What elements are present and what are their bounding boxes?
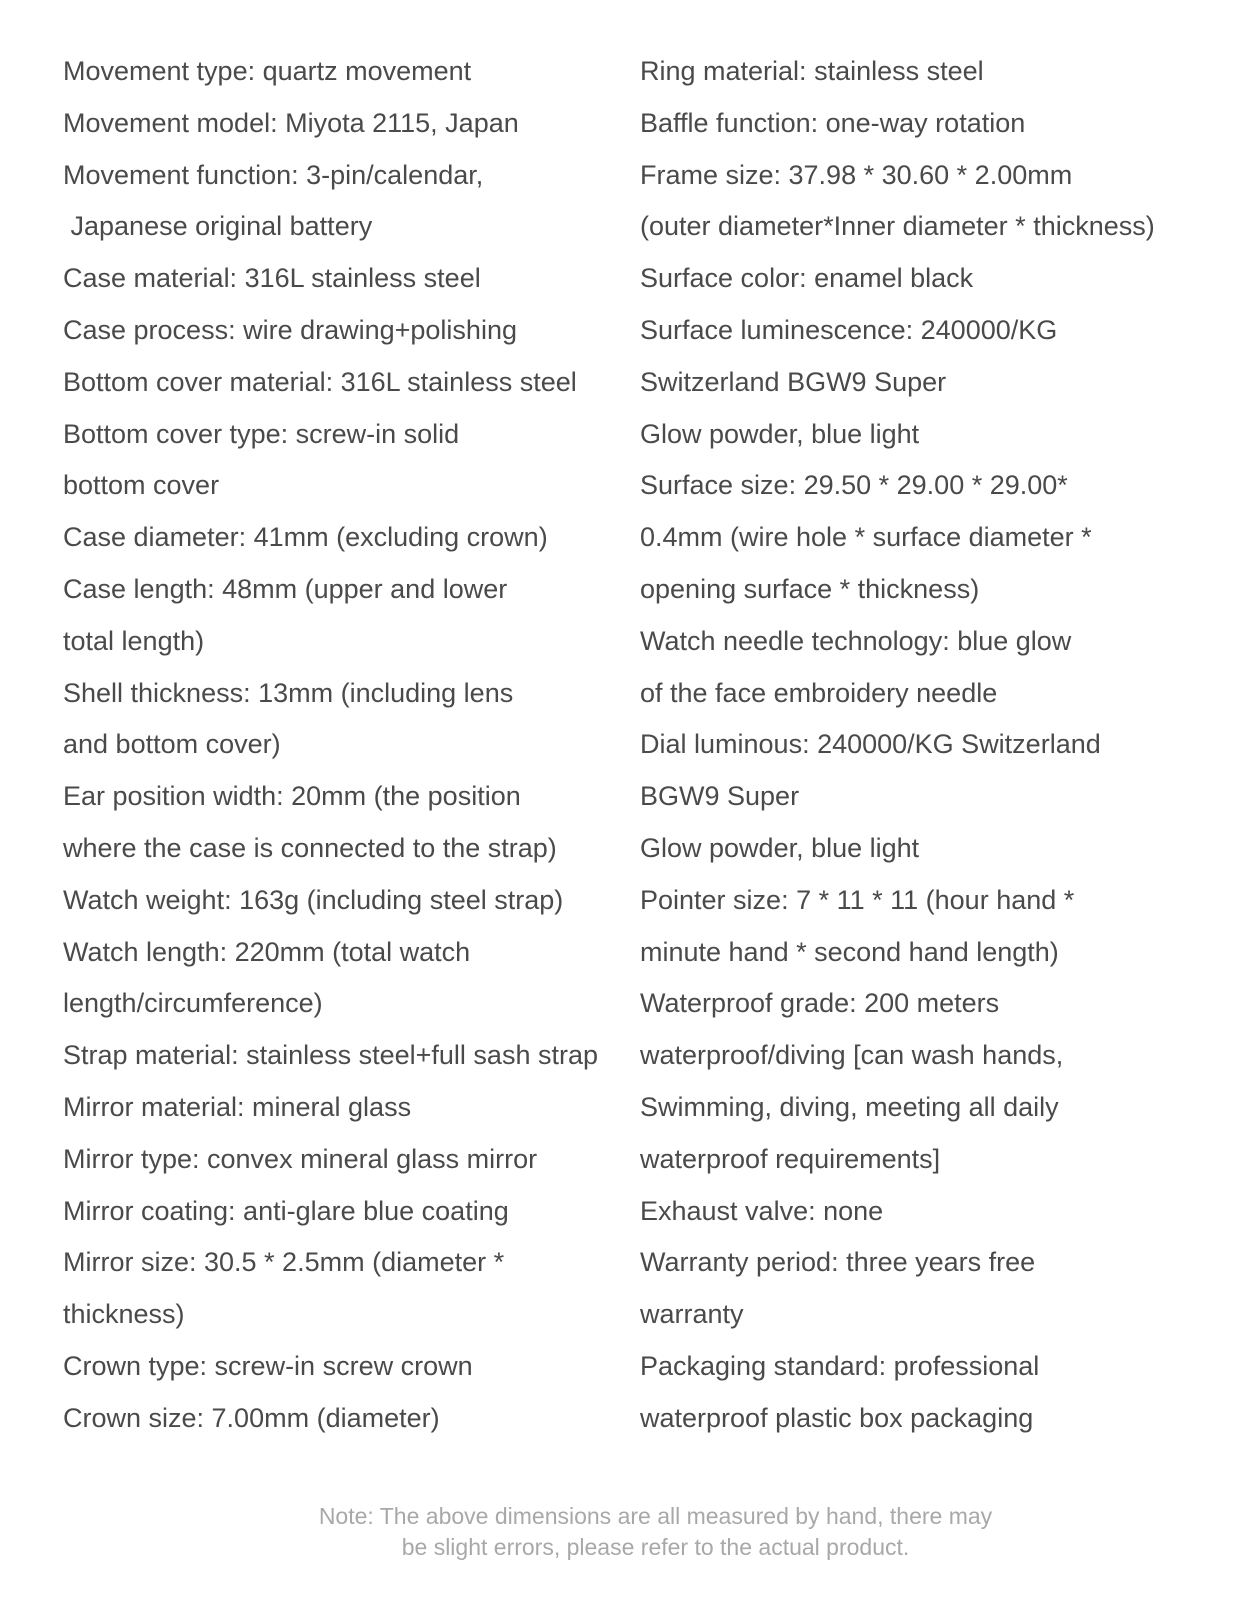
spec-line: Switzerland BGW9 Super [640,366,947,397]
spec-line: Warranty period: three years free [640,1247,1036,1278]
spec-column-left [63,46,640,1445]
spec-line: warranty [640,1299,744,1330]
spec-line: Surface color: enamel black [640,263,974,294]
spec-line: Note: The above dimensions are all measured by hand, there may [318,1503,993,1529]
spec-line: Movement function: 3-pin/calendar, [63,159,484,190]
spec-line: Glow powder, blue light [640,418,920,449]
spec-line: Surface size: 29.50 * 29.00 * 29.00* [640,470,1068,501]
spec-line: Packaging standard: professional [640,1350,1040,1381]
spec-line: Exhaust valve: none [640,1195,884,1226]
spec-line: Bottom cover material: 316L stainless steel [63,366,577,397]
measurement-note [63,1501,1248,1563]
spec-line: Japanese original battery [63,211,373,242]
spec-line: Watch needle technology: blue glow [640,625,1072,656]
spec-line: where the case is connected to the strap) [63,832,557,863]
spec-line: Ring material: stainless steel [640,56,984,86]
spec-line: Case diameter: 41mm (excluding crown) [63,522,548,553]
spec-line: be slight errors, please refer to the actual product. [401,1534,910,1560]
spec-line: Mirror size: 30.5 * 2.5mm (diameter * [63,1247,505,1278]
spec-line: opening surface * thickness) [640,573,980,604]
spec-column-right [640,46,1248,1445]
spec-line: Crown size: 7.00mm (diameter) [63,1402,440,1433]
spec-line: waterproof requirements] [640,1143,941,1174]
spec-line: length/circumference) [63,988,323,1019]
spec-line: Crown type: screw-in screw crown [63,1350,473,1381]
spec-line: Watch length: 220mm (total watch [63,936,471,967]
spec-line: and bottom cover) [63,729,281,760]
spec-line: Ear position width: 20mm (the position [63,781,521,812]
spec-line: Dial luminous: 240000/KG Switzerland [640,729,1101,760]
spec-line: Movement model: Miyota 2115, Japan [63,107,519,138]
spec-line: Mirror coating: anti-glare blue coating [63,1195,509,1226]
spec-line: thickness) [63,1299,185,1330]
spec-line: Baffle function: one-way rotation [640,107,1026,138]
spec-line: 0.4mm (wire hole * surface diameter * [640,522,1092,553]
spec-line: Movement type: quartz movement [63,56,472,86]
spec-line: waterproof/diving [can wash hands, [640,1040,1064,1071]
spec-line: Case length: 48mm (upper and lower [63,573,508,604]
spec-line: Surface luminescence: 240000/KG [640,314,1058,345]
spec-line: Glow powder, blue light [640,832,920,863]
spec-line: Frame size: 37.98 * 30.60 * 2.00mm [640,159,1073,190]
spec-line: BGW9 Super [640,781,800,812]
spec-line: Mirror material: mineral glass [63,1091,412,1122]
spec-line: Shell thickness: 13mm (including lens [63,677,514,708]
spec-line: Case process: wire drawing+polishing [63,314,517,345]
spec-line: bottom cover [63,470,220,501]
spec-line: Case material: 316L stainless steel [63,263,481,294]
spec-line: minute hand * second hand length) [640,936,1059,967]
spec-line: of the face embroidery needle [640,677,998,708]
spec-line: Strap material: stainless steel+full sash strap [63,1040,598,1071]
spec-line: waterproof plastic box packaging [640,1402,1034,1433]
spec-line: total length) [63,625,205,656]
spec-line: Mirror type: convex mineral glass mirror [63,1143,538,1174]
spec-line: (outer diameter*Inner diameter * thickness) [640,211,1155,242]
spec-line: Watch weight: 163g (including steel strap) [63,884,564,915]
spec-line: Waterproof grade: 200 meters [640,988,1000,1019]
spec-line: Swimming, diving, meeting all daily [640,1091,1059,1122]
spec-line: Bottom cover type: screw-in solid [63,418,460,449]
spec-line: Pointer size: 7 * 11 * 11 (hour hand * [640,884,1075,915]
